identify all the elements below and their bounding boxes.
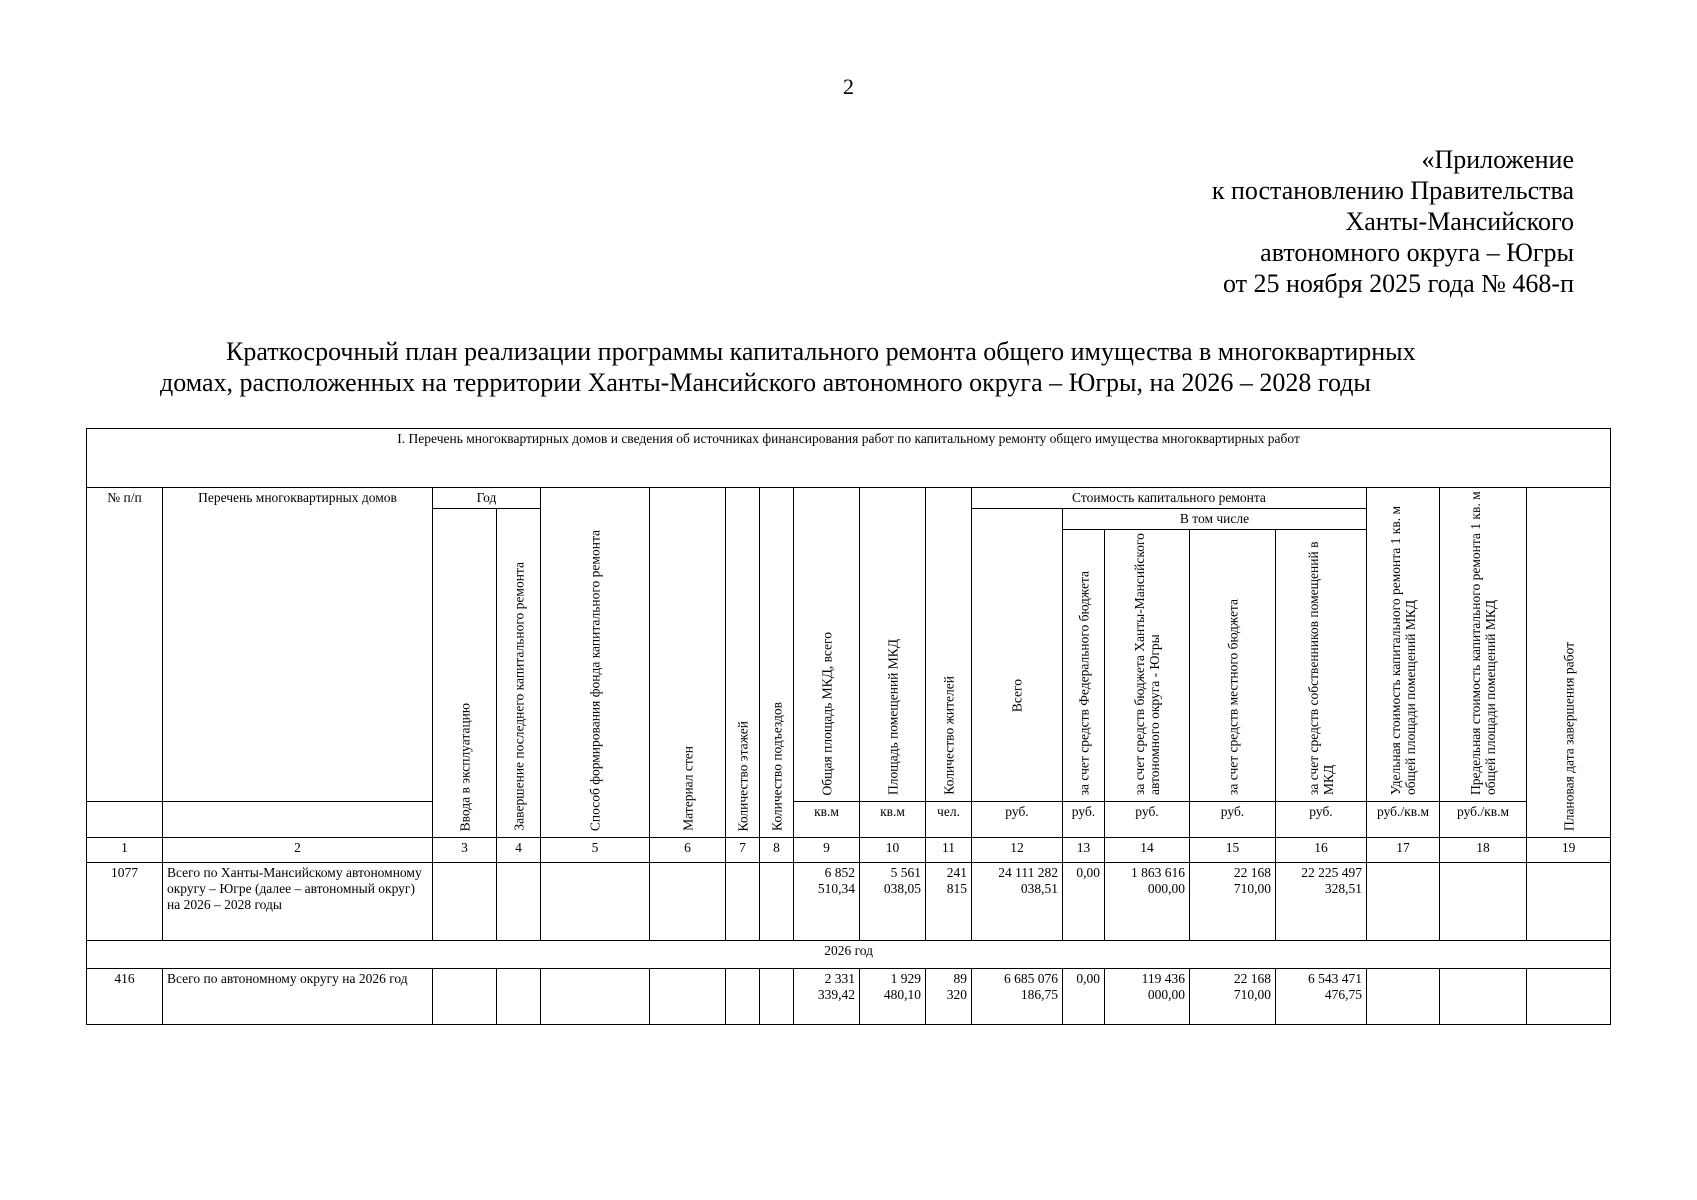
row-name: Всего по Ханты-Мансийскому автономному округу – Югре (далее – автономный округ) на 2026 – 2028 годы bbox=[163, 863, 433, 941]
row-owners: 6 543 471 476,75 bbox=[1276, 969, 1367, 1025]
row-cell-empty bbox=[1527, 863, 1611, 941]
column-number: 13 bbox=[1063, 838, 1105, 863]
row-regional: 119 436 000,00 bbox=[1105, 969, 1190, 1025]
header-federal: за счет средств Федерального бюджета bbox=[1063, 530, 1105, 802]
column-number: 14 bbox=[1105, 838, 1190, 863]
row-total: 6 685 076 186,75 bbox=[972, 969, 1063, 1025]
row-cell-empty bbox=[433, 863, 497, 941]
plan-table bbox=[86, 428, 1611, 1025]
column-number: 4 bbox=[497, 838, 541, 863]
appendix-line: от 25 ноября 2025 года № 468-п bbox=[1223, 269, 1574, 298]
column-number: 9 bbox=[794, 838, 860, 863]
header-local: за счет средств местного бюджета bbox=[1190, 530, 1276, 802]
unit-total-area: кв.м bbox=[794, 802, 860, 838]
unit-regional: руб. bbox=[1105, 802, 1190, 838]
row-cell-empty bbox=[1367, 863, 1440, 941]
column-number: 16 bbox=[1276, 838, 1367, 863]
row-cell-empty bbox=[1527, 969, 1611, 1025]
title-line-1: Краткосрочный план реализации программы капитального ремонта общего имущества в многоквартирных bbox=[226, 337, 1416, 366]
column-number: 12 bbox=[972, 838, 1063, 863]
row-federal: 0,00 bbox=[1063, 863, 1105, 941]
document-title bbox=[160, 336, 1540, 398]
page-number: 2 bbox=[843, 74, 854, 99]
row-cell-empty bbox=[433, 969, 497, 1025]
row-num: 416 bbox=[87, 969, 163, 1025]
header-max-cost: Предельная стоимость капитального ремонта 1 кв. м общей площади помещений МКД bbox=[1440, 488, 1527, 802]
row-total: 24 111 282 038,51 bbox=[972, 863, 1063, 941]
unit-local: руб. bbox=[1190, 802, 1276, 838]
unit-unit-cost: руб./кв.м bbox=[1367, 802, 1440, 838]
appendix-line: «Приложение bbox=[1421, 145, 1574, 174]
row-cell-empty bbox=[650, 969, 726, 1025]
unit-max-cost: руб./кв.м bbox=[1440, 802, 1527, 838]
header-including: В том числе bbox=[1063, 509, 1367, 530]
row-num: 1077 bbox=[87, 863, 163, 941]
header-premises-area: Площадь помещений МКД bbox=[860, 488, 926, 802]
header-total: Всего bbox=[972, 509, 1063, 802]
column-number: 1 bbox=[87, 838, 163, 863]
appendix-line: автономного округа – Югры bbox=[1260, 238, 1574, 267]
column-number: 19 bbox=[1527, 838, 1611, 863]
unit-federal: руб. bbox=[1063, 802, 1105, 838]
table-row bbox=[87, 969, 1611, 1025]
header-num: № п/п bbox=[87, 488, 163, 802]
row-federal: 0,00 bbox=[1063, 969, 1105, 1025]
column-number: 15 bbox=[1190, 838, 1276, 863]
row-cell-empty bbox=[541, 969, 650, 1025]
row-local: 22 168 710,00 bbox=[1190, 969, 1276, 1025]
column-number: 18 bbox=[1440, 838, 1527, 863]
section-title: I. Перечень многоквартирных домов и сведения об источниках финансирования работ по капитальному ремонту общего имущества многоквартирных работ bbox=[87, 429, 1611, 488]
appendix-line: Ханты-Мансийского bbox=[1345, 207, 1574, 236]
row-residents: 241 815 bbox=[926, 863, 972, 941]
table-row bbox=[87, 863, 1611, 941]
header-year: Год bbox=[433, 488, 541, 509]
row-name: Всего по автономному округу на 2026 год bbox=[163, 969, 433, 1025]
header-year-last-repair: Завершение последнего капитального ремонта bbox=[497, 509, 541, 838]
row-cell-empty bbox=[760, 969, 794, 1025]
row-cell-empty bbox=[726, 863, 760, 941]
header-fund-method: Способ формирования фонда капитального ремонта bbox=[541, 488, 650, 838]
title-line-2: домах, расположенных на территории Ханты-Мансийского автономного округа – Югры, на 2026 – 2028 годы bbox=[160, 368, 1371, 397]
unit-residents: чел. bbox=[926, 802, 972, 838]
row-residents: 89 320 bbox=[926, 969, 972, 1025]
column-number: 17 bbox=[1367, 838, 1440, 863]
row-cell-empty bbox=[497, 969, 541, 1025]
row-cell-empty bbox=[1367, 969, 1440, 1025]
header-unit-cost: Удельная стоимость капитального ремонта 1 кв. м общей площади помещений МКД bbox=[1367, 488, 1440, 802]
column-number: 5 bbox=[541, 838, 650, 863]
header-floors: Количество этажей bbox=[726, 488, 760, 838]
header-owners: за счет средств собственников помещений в МКД bbox=[1276, 530, 1367, 802]
row-total-area: 2 331 339,42 bbox=[794, 969, 860, 1025]
header-wall-material: Материал стен bbox=[650, 488, 726, 838]
row-total-area: 6 852 510,34 bbox=[794, 863, 860, 941]
header-year-commission: Ввода в эксплуатацию bbox=[433, 509, 497, 838]
appendix-block bbox=[1212, 144, 1574, 299]
row-cell-empty bbox=[1440, 969, 1527, 1025]
header-total-area: Общая площадь МКД, всего bbox=[794, 488, 860, 802]
column-number: 7 bbox=[726, 838, 760, 863]
column-number: 2 bbox=[163, 838, 433, 863]
unit-empty bbox=[163, 802, 433, 838]
row-cell-empty bbox=[1440, 863, 1527, 941]
row-cell-empty bbox=[726, 969, 760, 1025]
header-planned-date: Плановая дата завершения работ bbox=[1527, 488, 1611, 838]
row-cell-empty bbox=[650, 863, 726, 941]
row-premises-area: 1 929 480,10 bbox=[860, 969, 926, 1025]
column-number: 3 bbox=[433, 838, 497, 863]
year-heading: 2026 год bbox=[87, 941, 1611, 969]
unit-premises-area: кв.м bbox=[860, 802, 926, 838]
unit-owners: руб. bbox=[1276, 802, 1367, 838]
header-cost: Стоимость капитального ремонта bbox=[972, 488, 1367, 509]
column-number: 8 bbox=[760, 838, 794, 863]
unit-total: руб. bbox=[972, 802, 1063, 838]
header-residents: Количество жителей bbox=[926, 488, 972, 802]
row-regional: 1 863 616 000,00 bbox=[1105, 863, 1190, 941]
row-cell-empty bbox=[541, 863, 650, 941]
row-local: 22 168 710,00 bbox=[1190, 863, 1276, 941]
column-number: 11 bbox=[926, 838, 972, 863]
row-cell-empty bbox=[760, 863, 794, 941]
row-cell-empty bbox=[497, 863, 541, 941]
row-premises-area: 5 561 038,05 bbox=[860, 863, 926, 941]
header-houses: Перечень многоквартирных домов bbox=[163, 488, 433, 802]
unit-empty bbox=[87, 802, 163, 838]
column-number: 10 bbox=[860, 838, 926, 863]
row-owners: 22 225 497 328,51 bbox=[1276, 863, 1367, 941]
header-entrances: Количество подъездов bbox=[760, 488, 794, 838]
column-number: 6 bbox=[650, 838, 726, 863]
header-regional: за счет средств бюджета Ханты-Мансийского автономного округа - Югры bbox=[1105, 530, 1190, 802]
appendix-line: к постановлению Правительства bbox=[1211, 176, 1574, 205]
